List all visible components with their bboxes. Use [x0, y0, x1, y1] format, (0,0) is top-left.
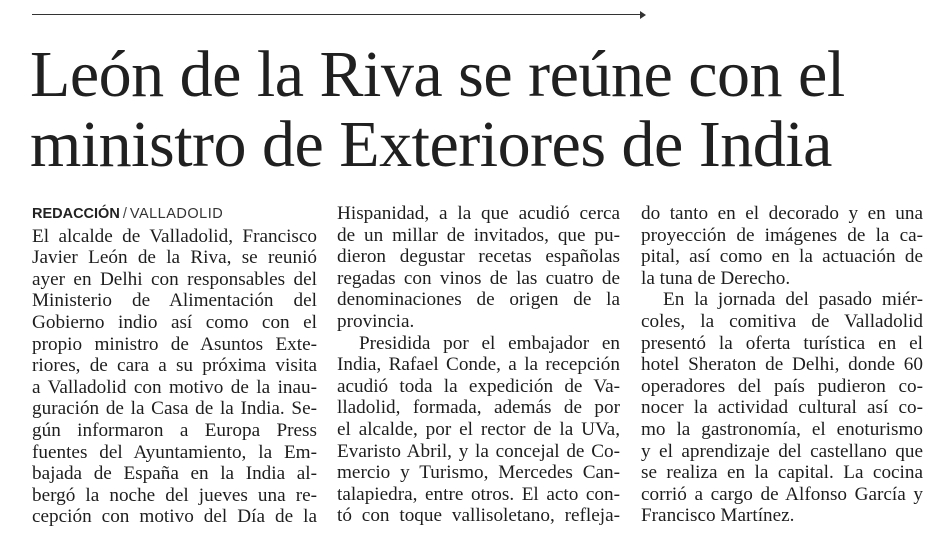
text-line: Javier León de la Riva, se reunió: [32, 247, 317, 269]
text-line: regadas con vinos de las cuatro de: [337, 267, 620, 289]
text-line: nocer la actividad cultural así co-: [641, 397, 923, 419]
byline: [32, 204, 317, 226]
text-line: talapiedra, entre otros. El acto con-: [337, 483, 620, 505]
text-line: mercio y Turismo, Mercedes Can-: [337, 462, 620, 484]
text-line: ayer en Delhi con responsables del: [32, 268, 317, 290]
text-line: propio ministro de Asuntos Exte-: [32, 333, 317, 355]
text-line: proyección de imágenes de la ca-: [641, 224, 923, 246]
text-line: Presidida por el embajador en: [359, 332, 620, 354]
text-line: a Valladolid con motivo de la inau-: [32, 376, 317, 398]
text-line: dieron degustar recetas españolas: [337, 246, 620, 268]
text-line: lladolid, formada, además de por: [337, 397, 620, 419]
text-line: pital, así como en la actuación de: [641, 246, 923, 268]
text-line: de un millar de invitados, que pu-: [337, 224, 620, 246]
headline: [30, 40, 930, 180]
byline-separator: /: [122, 206, 127, 222]
text-line: fuentes del Ayuntamiento, la Em-: [32, 441, 317, 463]
text-line: Evaristo Abril, y la concejal de Co-: [337, 440, 620, 462]
text-line: la tuna de Derecho.: [641, 267, 791, 289]
text-line: presentó la oferta turística en el: [641, 332, 923, 354]
text-line: bajada de España en la India al-: [32, 463, 317, 485]
text-line: y el aprendizaje del castellano que: [641, 440, 923, 462]
text-line: denominaciones de origen de la: [337, 289, 620, 311]
text-line: bergó la noche del jueves una re-: [32, 484, 317, 506]
column-1: [32, 204, 317, 528]
headline-line: León de la Riva se reúne con el: [30, 38, 845, 111]
text-line: El alcalde de Valladolid, Francisco: [32, 225, 317, 247]
text-line: riores, de cara a su próxima visita: [32, 355, 317, 377]
text-line: mo la gastronomía, el enoturismo: [641, 418, 923, 440]
byline-location: VALLADOLID: [129, 206, 224, 222]
text-line: operadores del país pudieron co-: [641, 375, 923, 397]
byline-desk: REDACCIÓN: [32, 206, 120, 222]
text-line: hotel Sheraton de Delhi, donde 60: [641, 354, 923, 376]
top-rule: [32, 14, 640, 15]
text-line: Gobierno indio así como con el: [32, 311, 317, 333]
column-3: [641, 203, 923, 527]
text-line: el alcalde, por el rector de la UVa,: [337, 418, 620, 440]
text-line: se realiza en la capital. La cocina: [641, 462, 923, 484]
text-line: do tanto en el decorado y en una: [641, 203, 923, 224]
text-line: En la jornada del pasado miér-: [663, 289, 923, 311]
headline-line: ministro de Exteriores de India: [30, 108, 832, 181]
text-line: gún informaron a Europa Press: [32, 419, 317, 441]
column-2: [337, 203, 620, 527]
text-line: corrió a cargo de Alfonso García y: [641, 483, 923, 505]
text-line: acudió toda la expedición de Va-: [337, 375, 620, 397]
text-line: coles, la comitiva de Valladolid: [641, 310, 923, 332]
text-line: Francisco Martínez.: [641, 505, 795, 527]
text-line: India, Rafael Conde, a la recepción: [337, 354, 620, 376]
text-line: tó con toque vallisoletano, refleja-: [337, 505, 620, 527]
text-line: guración de la Casa de la India. Se-: [32, 398, 317, 420]
text-line: provincia.: [337, 310, 415, 332]
text-line: Hispanidad, a la que acudió cerca: [337, 203, 620, 224]
text-line: cepción con motivo del Día de la: [32, 506, 317, 528]
top-rule-arrow-icon: [640, 11, 646, 19]
text-line: Ministerio de Alimentación del: [32, 290, 317, 312]
